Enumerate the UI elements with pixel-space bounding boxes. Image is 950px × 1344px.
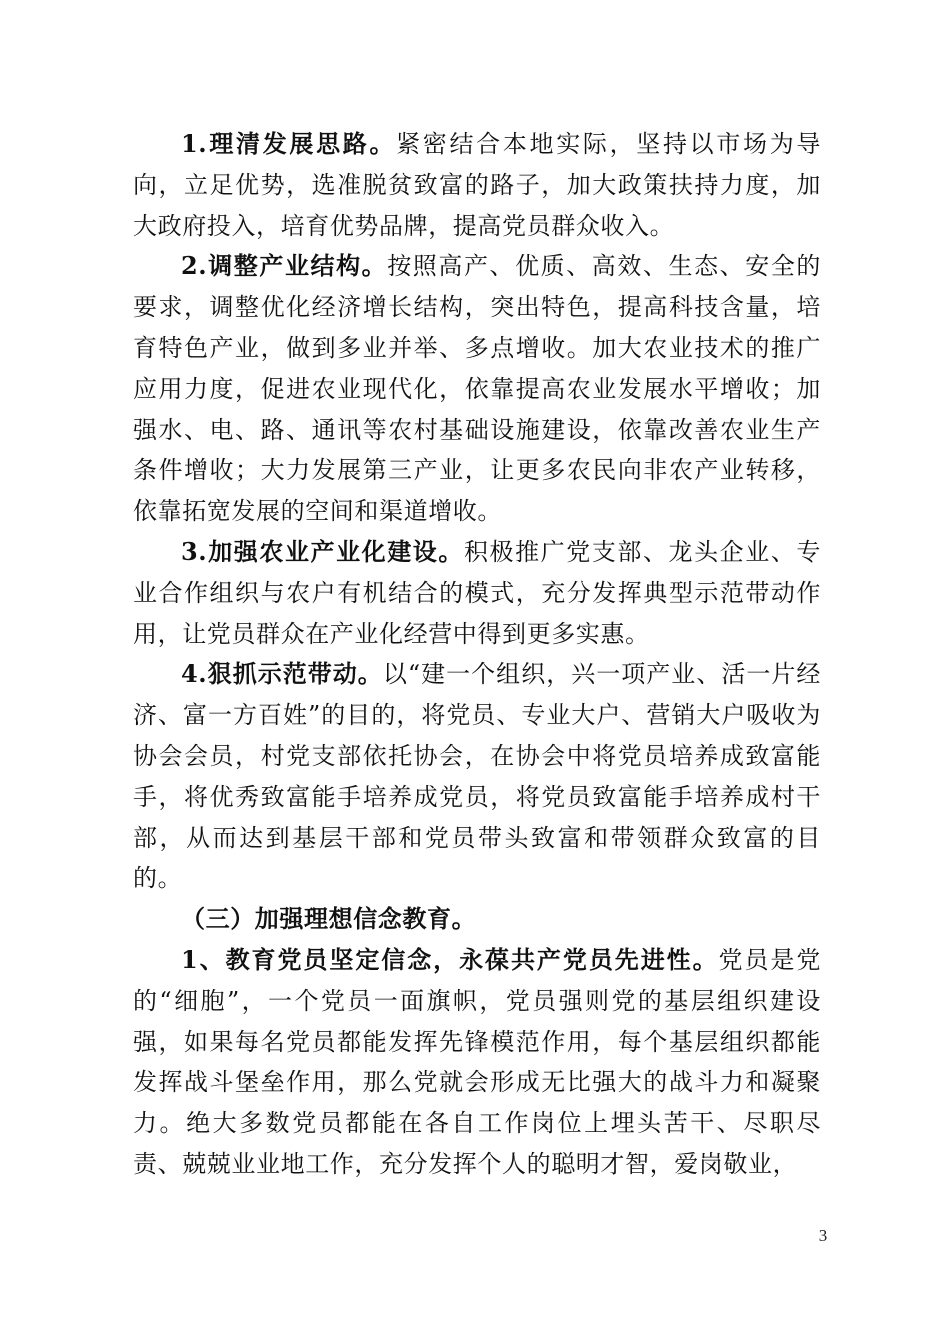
paragraph-lead: 1、教育党员坚定信念，永葆共产党员先进性。 [181,944,719,974]
paragraph-text: 以“建一个组织，兴一项产业、活一片经济、富一方百姓”的目的，将党员、专业大户、营销大户吸收为协会会员，村党支部依托协会，在协会中将党员培养成致富能手，将优秀致富能手培养成党员，将党员致富能手培养成村干部，从而达到基层干部和党员带头致富和带领群众致富的目的。 [133,660,821,893]
paragraph-adjust-industry [133,246,821,532]
paragraph-lead: 2.调整产业结构。 [181,251,388,281]
paragraph-agri-industrialization [133,532,821,654]
paragraph-text: 党员是党的“细胞”，一个党员一面旗帜，党员强则党的基层组织建设强，如果每名党员都能发挥先锋模范作用，每个基层组织都能发挥战斗堡垒作用，那么党就会形成无比强大的战斗力和凝聚力。绝大多数党员都能在各自工作岗位上埋头苦干、尽职尽责、兢兢业业地工作，充分发挥个人的聪明才智，爱岗敬业， [133,945,821,1178]
paragraph-lead: 4.狠抓示范带动。 [181,659,383,689]
paragraph-party-member-belief [133,940,821,1185]
page-number: 3 [818,1226,828,1245]
paragraph-lead: 1.理清发展思路。 [181,129,397,158]
paragraph-text: 紧密结合本地实际，坚持以市场为导向，立足优势，选准脱贫致富的路子，加大政策扶持力度，加大政府投入，培育优势品牌，提高党员群众收入。 [133,130,821,240]
paragraph-text: 按照高产、优质、高效、生态、安全的要求，调整优化经济增长结构，突出特色，提高科技含量，培育特色产业，做到多业并举、多点增收。加大农业技术的推广应用力度，促进农业现代化，依靠提高农业发展水平增收；加强水、电、路、通讯等农村基础设施建设，依靠改善农业生产条件增收；大力发展第三产业，让更多农民向非农产业转移，依靠拓宽发展的空间和渠道增收。 [133,252,821,526]
section-heading: （三）加强理想信念教育。 [181,904,477,934]
paragraph-text: 积极推广党支部、龙头企业、专业合作组织与农户有机结合的模式，充分发挥典型示范带动作用，让党员群众在产业化经营中得到更多实惠。 [133,537,821,648]
paragraph-lead: 3.加强农业产业化建设。 [181,536,464,566]
paragraph-clarify-development [133,124,821,246]
document-body [133,124,821,1185]
paragraph-demonstration [133,654,821,899]
